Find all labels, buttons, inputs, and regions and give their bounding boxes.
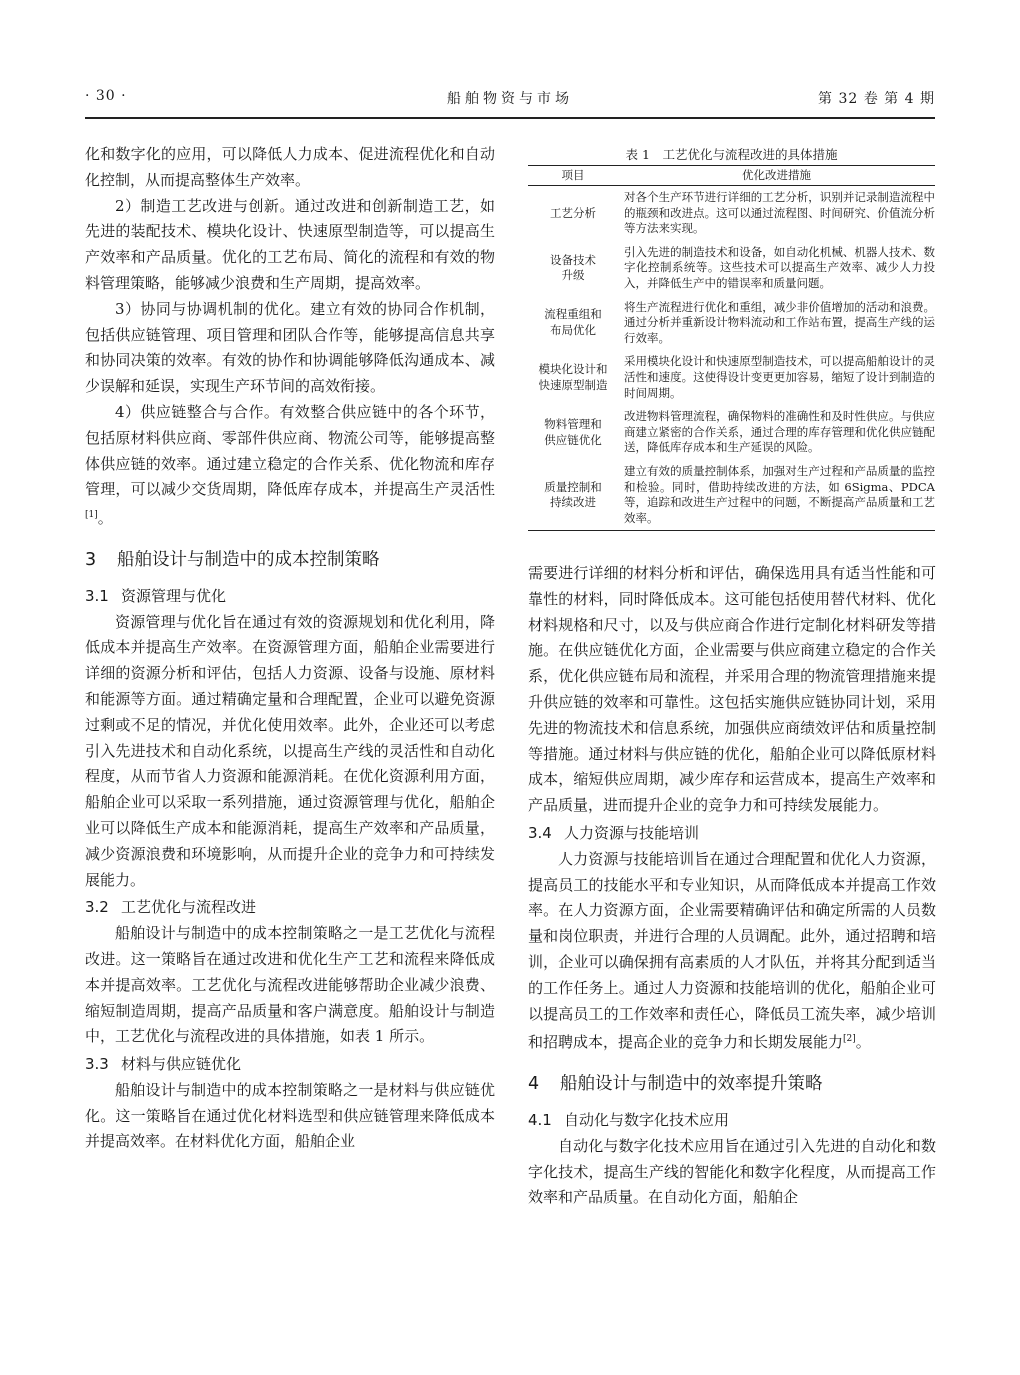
table-cell-desc: 引入先进的制造技术和设备，如自动化机械、机器人技术、数字化控制系统等。这些技术可以提高生产效率、减少人力投入，并降低生产中的错误率和质量问题。 [624, 244, 935, 290]
subsection-3-3-heading [85, 1052, 495, 1078]
table-header-row [528, 166, 935, 186]
paragraph-4-1: 自动化与数字化技术应用旨在通过引入先进的自动化和数字化技术，提高生产线的智能化和数字化程度，从而提高工作效率和产品质量。在自动化方面，船舶企 [528, 1136, 936, 1207]
subsection-3-3-number: 3.3 [85, 1055, 109, 1074]
table-row [528, 186, 935, 241]
paragraph-3-4 [528, 847, 936, 1056]
table-cell-desc: 改进物料管理流程，确保物料的准确性和及时性供应。与供应商建立紧密的合作关系，通过合理的库存管理和优化供应链配送，降低库存成本和生产延误的风险。 [624, 409, 935, 455]
subsection-3-3-title: 材料与供应链优化 [121, 1055, 242, 1074]
table-cell-item: 模块化设计和 快速原型制造 [538, 362, 608, 392]
table-row [528, 350, 935, 405]
journal-title: 船舶物资与市场 [447, 91, 573, 107]
subsection-4-1-number: 4.1 [528, 1110, 552, 1129]
section-3-number: 3 [85, 549, 97, 570]
section-4-title: 船舶设计与制造中的效率提升策略 [560, 1074, 823, 1095]
table-row [528, 460, 935, 531]
table-cell-item: 物料管理和 供应链优化 [544, 416, 602, 447]
paragraph-3-3: 船舶设计与制造中的成本控制策略之一是材料与供应链优化。这一策略旨在通过优化材料选型和供应链管理来降低成本并提高效率。在材料优化方面，船舶企业 [85, 1080, 495, 1151]
subsection-3-4-title: 人力资源与技能培训 [564, 823, 700, 842]
table-cell-item: 工艺分析 [550, 205, 596, 220]
page-header [85, 86, 935, 114]
right-column [528, 561, 936, 1211]
table-header-measures: 优化改进措施 [618, 166, 935, 186]
table-cell-desc: 对各个生产环节进行详细的工艺分析，识别并记录制造流程中的瓶颈和改进点。这可以通过流程图、时间研究、价值流分析等方法来实现。 [624, 190, 935, 236]
section-4-number: 4 [528, 1074, 540, 1095]
paragraph-4-text: 4）供应链整合与合作。有效整合供应链中的各个环节，包括原材料供应商、零部件供应商、物流公司等，能够提高整体供应链的效率。通过建立稳定的合作关系、优化物流和库存管理，可以减少交货周期，降低库存成本，并提高生产灵活性 [85, 402, 495, 499]
header-divider [85, 117, 935, 119]
table-row [528, 405, 935, 460]
section-3-title: 船舶设计与制造中的成本控制策略 [117, 549, 380, 570]
paragraph-3-1: 资源管理与优化旨在通过有效的资源规划和优化利用，降低成本并提高生产效率。在资源管理方面，船舶企业需要进行详细的资源分析和评估，包括人力资源、设备与设施、原材料和能源等方面。通过精确定量和合理配置，企业可以避免资源过剩或不足的情况，并优化使用效率。此外，企业还可以考虑引入先进技术和自动化系统，以提高生产线的灵活性和自动化程度，从而节省人力资源和能源消耗。在优化资源利用方面，船舶企业可以采取一系列措施，通过资源管理与优化，船舶企业可以降低生产成本和能源消耗，提高生产效率和产品质量，减少资源浪费和环境影响，从而提升企业的竞争力和可持续发展能力。 [85, 612, 495, 889]
table-1-grid [528, 165, 935, 531]
issue-label: 第 32 卷 第 4 期 [818, 91, 935, 107]
subsection-3-2-title: 工艺优化与流程改进 [121, 898, 257, 917]
citation-2[interactable]: [2] [843, 1034, 856, 1045]
paragraph-2: 2）制造工艺改进与创新。通过改进和创新制造工艺，如先进的装配技术、模块化设计、快速原型制造等，可以提高生产效率和产品质量。优化的工艺布局、简化的流程和有效的物料管理策略，能够减少浪费和生产周期，提高效率。 [85, 196, 495, 292]
subsection-3-1-heading [85, 584, 495, 610]
subsection-3-4-number: 3.4 [528, 823, 552, 842]
subsection-3-1-title: 资源管理与优化 [121, 586, 227, 605]
table-cell-desc: 采用模块化设计和快速原型制造技术，可以提高船舶设计的灵活性和速度。这使得设计变更更加容易，缩短了设计到制造的时间周期。 [624, 354, 935, 400]
paragraph-3-2: 船舶设计与制造中的成本控制策略之一是工艺优化与流程改进。这一策略旨在通过改进和优化生产工艺和流程来降低成本并提高效率。工艺优化与流程改进能够帮助企业减少浪费、缩短制造周期，提高产品质量和客户满意度。船舶设计与制造中，工艺优化与流程改进的具体措施，如表 1 所示。 [85, 924, 495, 1046]
table-cell-item: 流程重组和 布局优化 [544, 307, 602, 337]
citation-1[interactable]: [1] [85, 510, 98, 521]
table-cell-item: 设备技术 升级 [550, 252, 596, 283]
subsection-3-1-number: 3.1 [85, 586, 109, 605]
table-cell-item: 质量控制和 持续改进 [528, 460, 618, 531]
table-row [528, 241, 935, 296]
table-cell-desc: 将生产流程进行优化和重组，减少非价值增加的活动和浪费。通过分析并重新设计物料流动和工作站布置，提高生产线的运行效率。 [624, 299, 935, 345]
paragraph-3-4-end: 。 [855, 1033, 871, 1052]
paragraph-3-3-cont: 需要进行详细的材料分析和评估，确保选用具有适当性能和可靠性的材料，同时降低成本。这可能包括使用替代材料、优化材料规格和尺寸，以及与供应商合作进行定制化材料研发等措施。在供应链优化方面，企业需要与供应商建立稳定的合作关系，优化供应链布局和流程，并采用合理的物流管理措施来提升供应链的效率和可靠性。这包括实施供应链协同计划，采用先进的物流技术和信息系统，加强供应商绩效评估和质量控制等措施。通过材料与供应链的优化，船舶企业可以降低原材料成本，缩短供应周期，减少库存和运营成本，提高生产效率和产品质量，进而提升企业的竞争力和可持续发展能力。 [528, 564, 936, 815]
section-3-heading [85, 548, 495, 574]
paragraph-intro: 化和数字化的应用，可以降低人力成本、促进流程优化和自动化控制，从而提高整体生产效率。 [85, 145, 495, 189]
subsection-4-1-heading [528, 1108, 936, 1134]
table-cell-desc: 建立有效的质量控制体系，加强对生产过程和产品质量的监控和检验。同时，借助持续改进的方法，如 6Sigma、PDCA 等，追踪和改进生产过程中的问题，不断提高产品质量和工艺效率。 [618, 460, 935, 531]
subsection-3-4-heading [528, 821, 936, 847]
page-number: · 30 · [85, 88, 127, 104]
paragraph-4 [85, 400, 495, 532]
table-1 [528, 145, 935, 531]
table-row [528, 296, 935, 351]
left-column [85, 142, 495, 1155]
paragraph-4-end: 。 [97, 509, 113, 528]
table-header-item: 项目 [528, 166, 618, 186]
paragraph-3-4-text: 人力资源与技能培训旨在通过合理配置和优化人力资源，提高员工的技能水平和专业知识，从而降低成本并提高工作效率。在人力资源方面，企业需要精确评估和确定所需的人员数量和岗位职责，并进行合理的人员调配。此外，通过招聘和培训，企业可以确保拥有高素质的人才队伍，并将其分配到适当的工作任务上。通过人力资源和技能培训的优化，船舶企业可以提高员工的工作效率和责任心，降低员工流失率，减少培训和招聘成本，提高企业的竞争力和长期发展能力 [528, 849, 936, 1052]
subsection-4-1-title: 自动化与数字化技术应用 [564, 1110, 730, 1129]
paragraph-3: 3）协同与协调机制的优化。建立有效的协同合作机制，包括供应链管理、项目管理和团队合作等，能够提高信息共享和协同决策的效率。有效的协作和协调能够降低沟通成本、减少误解和延误，实现生产环节间的高效衔接。 [85, 299, 495, 396]
section-4-heading [528, 1072, 936, 1098]
table-1-caption: 表 1 工艺优化与流程改进的具体措施 [625, 147, 838, 162]
subsection-3-2-number: 3.2 [85, 898, 109, 917]
subsection-3-2-heading [85, 895, 495, 921]
